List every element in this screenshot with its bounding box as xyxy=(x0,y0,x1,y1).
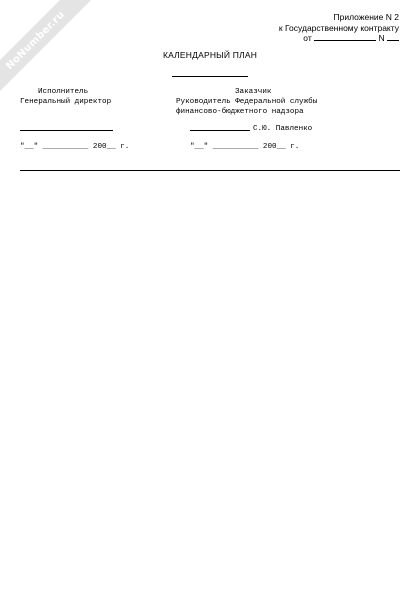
customer-signer-name: С.Ю. Павленко xyxy=(253,125,313,133)
appendix-date-number xyxy=(279,33,399,44)
appendix-number: Приложение N 2 xyxy=(333,12,399,22)
appendix-number-blank xyxy=(387,33,399,41)
customer-position-line1: Руководитель Федеральной службы xyxy=(176,98,318,106)
section-divider xyxy=(20,170,400,171)
title-underline xyxy=(172,76,248,77)
customer-signature-line xyxy=(190,130,250,131)
executor-position: Генеральный директор xyxy=(20,98,112,106)
watermark: NoNumber.ru xyxy=(0,0,93,98)
appendix-contract-ref: к Государственному контракту xyxy=(278,22,399,33)
executor-date: "__" __________ 200__ г. xyxy=(20,143,130,151)
appendix-number-sign: N xyxy=(378,33,385,43)
executor-heading: Исполнитель xyxy=(38,88,89,96)
executor-signature-line xyxy=(20,130,113,131)
appendix-header xyxy=(279,12,399,44)
customer-position-line2: финансово-бюджетного надзора xyxy=(176,108,304,116)
page-title: КАЛЕНДАРНЫЙ ПЛАН xyxy=(162,50,258,60)
customer-heading: Заказчик xyxy=(235,88,272,96)
customer-date: "__" __________ 200__ г. xyxy=(190,143,300,151)
appendix-date-prefix: от xyxy=(303,33,312,43)
appendix-date-blank xyxy=(314,33,376,41)
